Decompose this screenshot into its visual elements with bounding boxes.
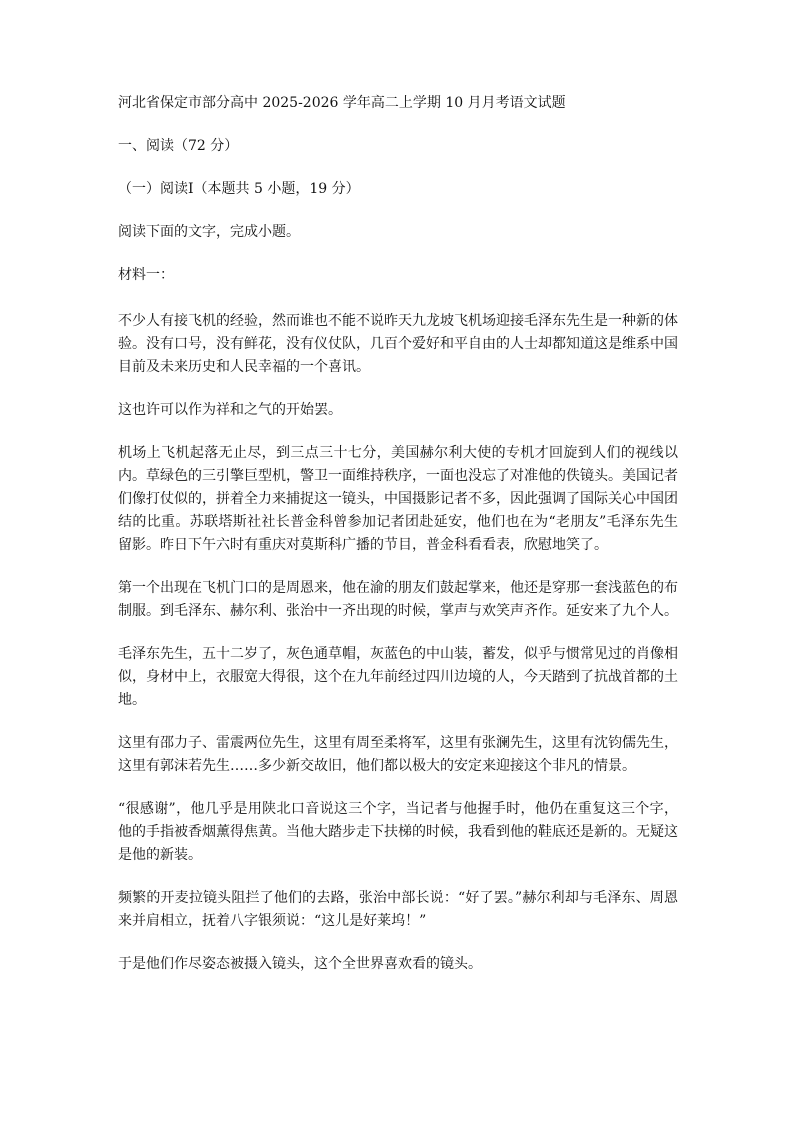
paragraph: 这也许可以作为祥和之气的开始罢。 — [118, 402, 342, 418]
material-label: 材料一： — [118, 267, 174, 283]
paragraph: 毛泽东先生，五十二岁了，灰色通草帽，灰蓝色的中山装，蓄发，似乎与惯常见过的肖像相似，身材中上，衣服宽大得很，这个在九年前经过四川边境的人，今天踏到了抗战首都的土地。 — [118, 646, 678, 708]
paragraph: 不少人有接飞机的经验，然而谁也不能不说昨天九龙坡飞机场迎接毛泽东先生是一种新的体验。没有口号，没有鲜花，没有仪仗队，几百个爱好和平自由的人士却都知道这是维系中国目前及未来历史和人民幸福的一个喜讯。 — [118, 313, 678, 375]
paragraph: 于是他们作尽姿态被摄入镜头，这个全世界喜欢看的镜头。 — [118, 956, 482, 972]
paragraph: 频繁的开麦拉镜头阻拦了他们的去路，张治中部长说：“好了罢。”赫尔利却与毛泽东、周恩来并肩相立，抚着八字银须说：“这儿是好莱坞！” — [118, 890, 678, 929]
paragraph: 机场上飞机起落无止尽，到三点三十七分，美国赫尔利大使的专机才回旋到人们的视线以内。草绿色的三引擎巨型机，警卫一面维持秩序，一面也没忘了对准他的佚镜头。美国记者们像打仗似的，拼着全力来捕捉这一镜头，中国摄影记者不多，因此强调了国际关心中国团结的比重。苏联塔斯社社长普金科曾参加记者团赴延安，他们也在为“老朋友”毛泽东先生留影。昨日下午六时有重庆对莫斯科广播的节目，普金科看看表，欣慰地笑了。 — [118, 445, 678, 553]
paragraph: 这里有邵力子、雷震两位先生，这里有周至柔将军，这里有张澜先生，这里有沈钧儒先生，这里有郭沫若先生……多少新交故旧，他们都以极大的安定来迎接这个非凡的情景。 — [118, 735, 678, 774]
paragraph: “很感谢”，他几乎是用陕北口音说这三个字，当记者与他握手时，他仍在重复这三个字，他的手指被香烟薰得焦黄。当他大踏步走下扶梯的时候，我看到他的鞋底还是新的。无疑这是他的新装。 — [118, 801, 678, 863]
document-title: 河北省保定市部分高中 2025-2026 学年高二上学期 10 月月考语文试题 — [118, 95, 566, 111]
instruction-text: 阅读下面的文字，完成小题。 — [118, 224, 300, 240]
subsection-heading: （一）阅读Ⅰ（本题共 5 小题，19 分） — [118, 181, 360, 197]
section-heading: 一、阅读（72 分） — [118, 138, 239, 154]
document-page — [118, 92, 678, 996]
paragraph: 第一个出现在飞机门口的是周恩来，他在渝的朋友们鼓起掌来，他还是穿那一套浅蓝色的布制服。到毛泽东、赫尔利、张治中一齐出现的时候，掌声与欢笑声齐作。延安来了九个人。 — [118, 580, 678, 619]
